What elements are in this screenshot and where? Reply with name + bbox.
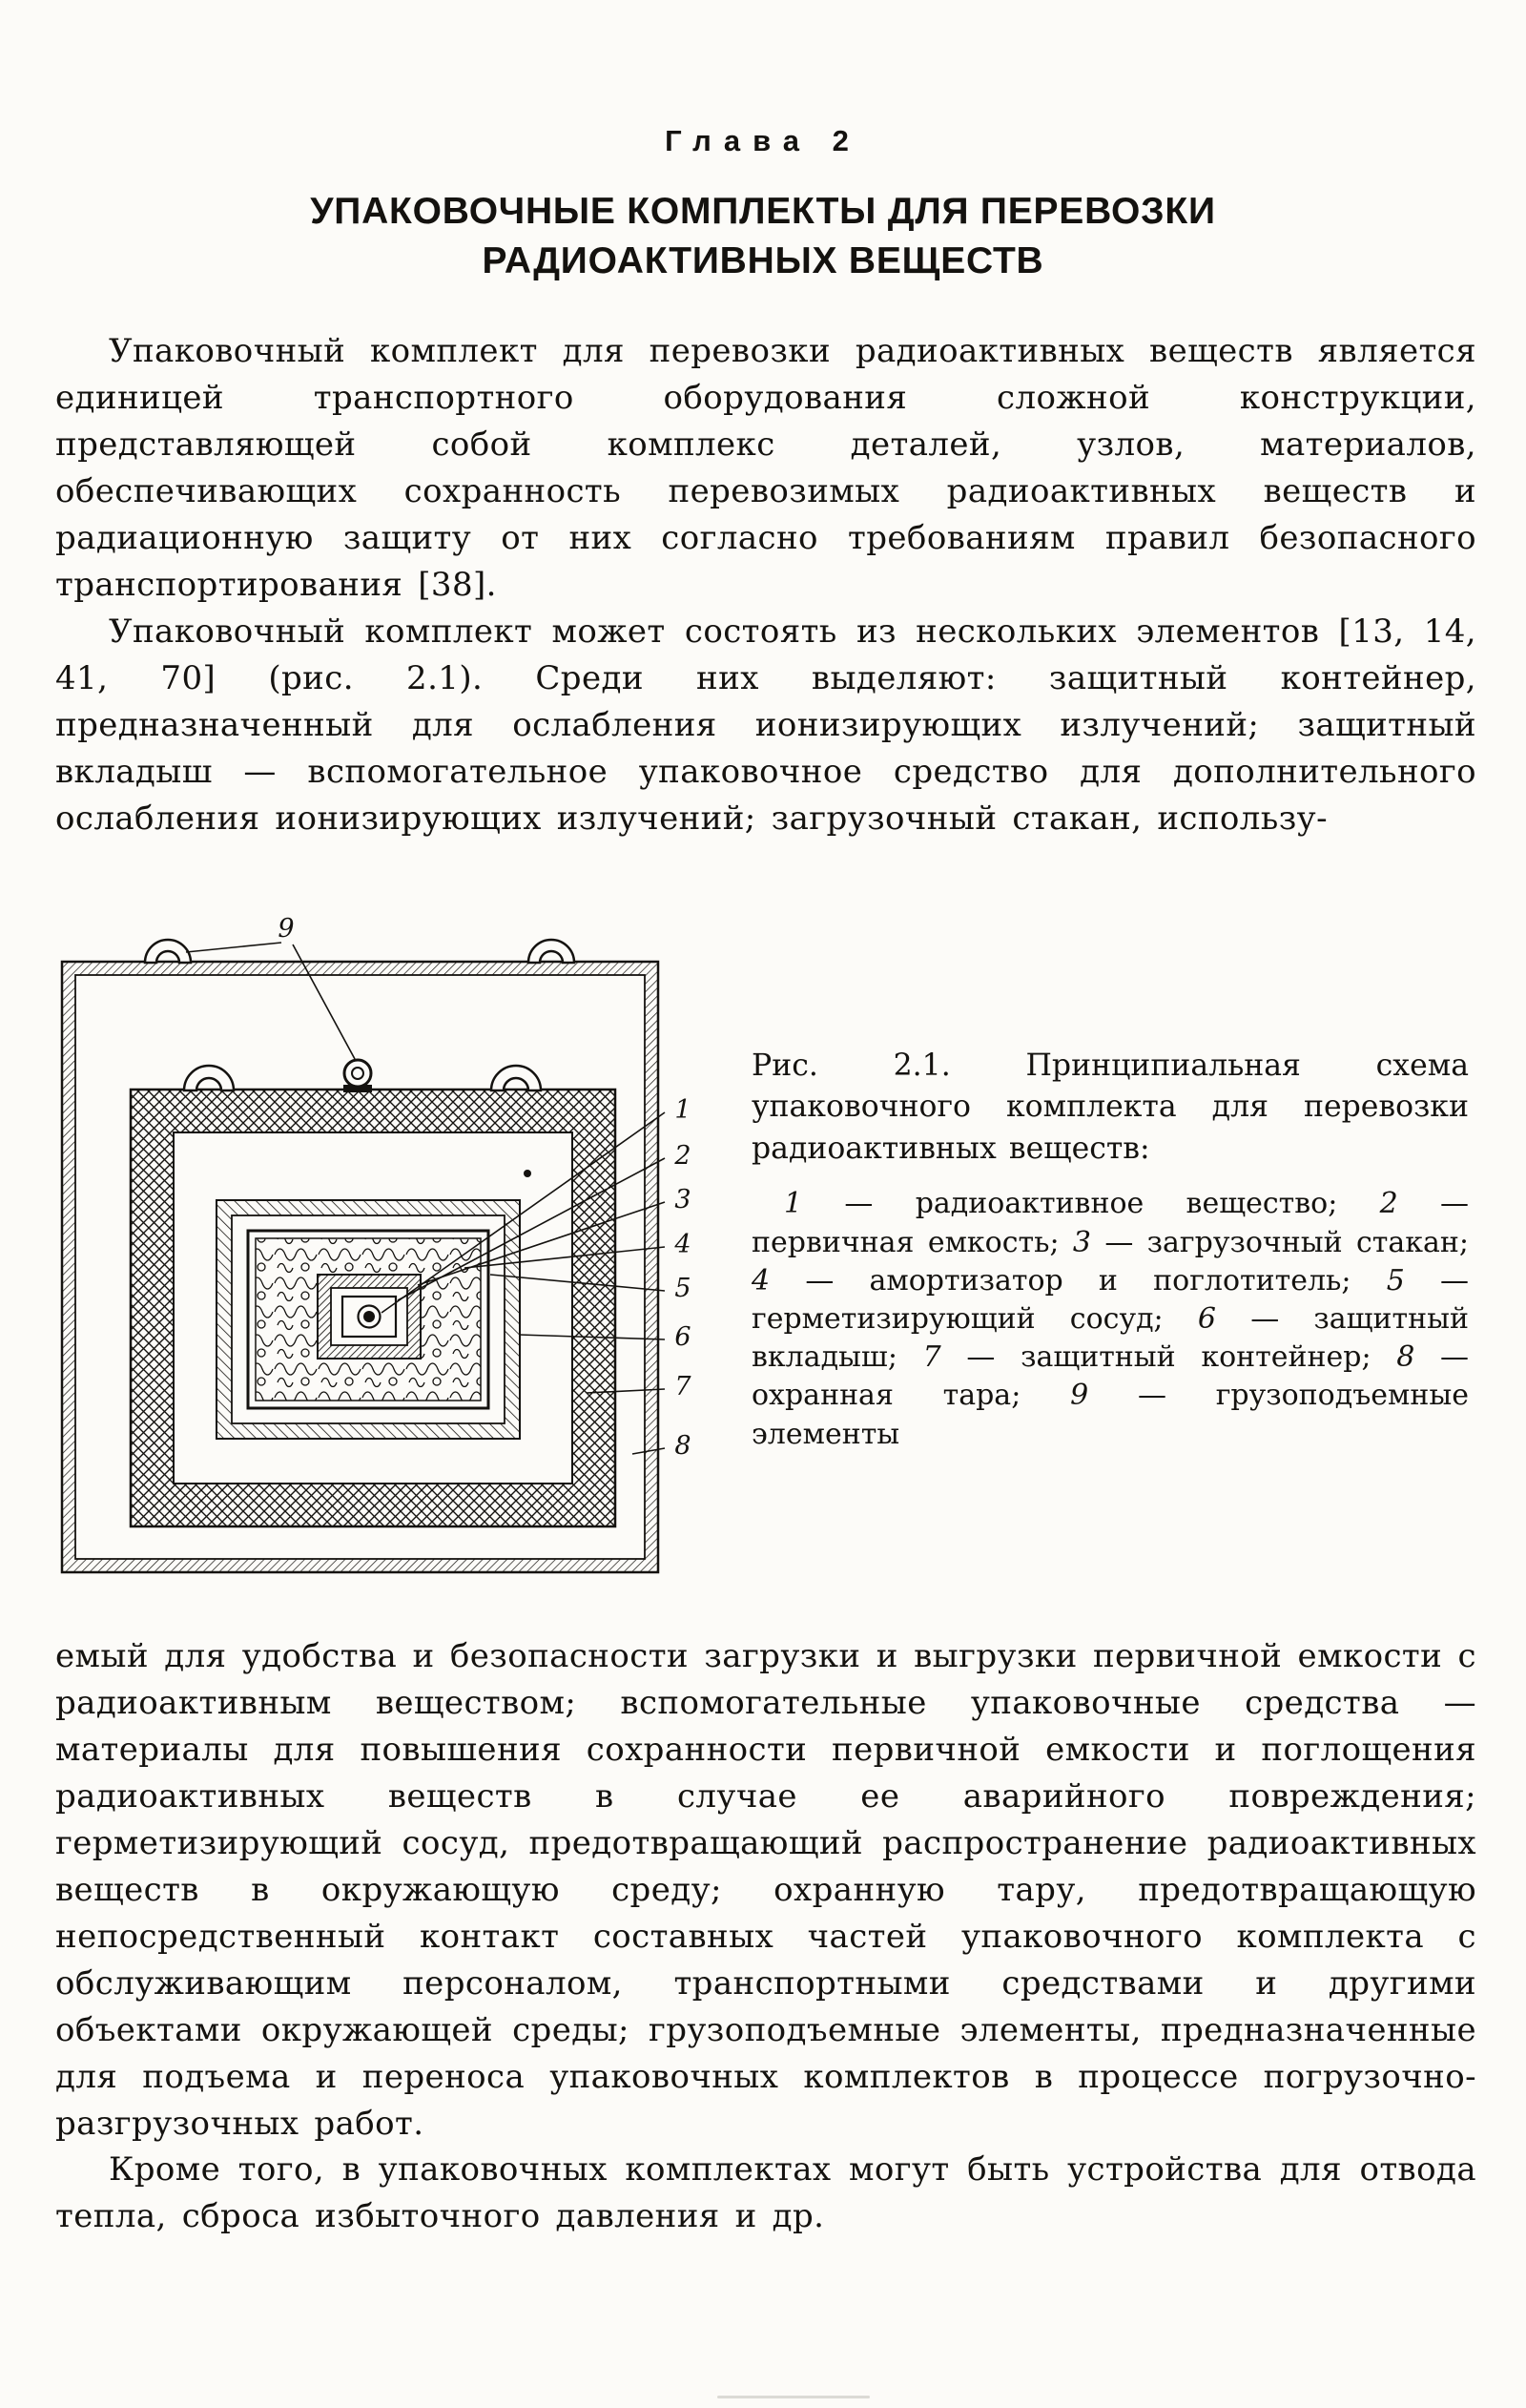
callout-number-1: 1 (674, 1095, 691, 1125)
legend-number: 1 (784, 1187, 803, 1221)
callout-number-5: 5 (674, 1274, 691, 1303)
callout-number-9: 9 (278, 914, 295, 944)
figure-legend (752, 1185, 1469, 1453)
callout-number-6: 6 (674, 1322, 691, 1352)
body-text-top (55, 328, 1476, 841)
figure-caption-block (752, 1046, 1469, 1454)
paragraph-4: Кроме того, в упаковочных комплектах могут быть устройства для отвода тепла, сброса избыточного давления и др. (55, 2150, 1476, 2236)
legend-text: — защитный вкладыш; (752, 1301, 1470, 1375)
legend-text: — амортизатор и поглотитель; (805, 1263, 1351, 1297)
callout-number-3: 3 (674, 1185, 691, 1214)
legend-text: — охранная тара; (752, 1340, 1470, 1413)
page-title (0, 187, 1526, 286)
paragraph-2: Упаковочный комплект может состоять из нескольких элементов [13, 14, 41, 70] (рис. 2.1). Среди них выделяют: защитный контейнер, предназначенный для ослабления ионизирующих излучений; защитный вкладыш — вспомогательное упаковочное средство для дополнительного ослабления ионизирующих излучений; загрузочный стакан, использу- (55, 612, 1476, 838)
outer-lifting-lug-left (145, 940, 191, 963)
legend-number: 8 (1396, 1340, 1415, 1375)
legend-number: 6 (1197, 1301, 1216, 1336)
legend-number: 7 (922, 1340, 941, 1375)
paragraph-3: емый для удобства и безопасности загрузки и выгрузки первичной емкости с радиоактивным веществом; вспомогательные упаковочные средства — материалы для повышения сохранности первичной емкости и поглощения радиоактивных веществ в случае ее аварийного повреждения; герметизирующий сосуд, предотвращающий распространение радиоактивных веществ в окружающую среду; охранную тару, предотвращающую непосредственный контакт составных частей упаковочного комплекта с обслуживающим персоналом, транспортными средствами и другими объектами окружающей среды; грузоподъемные элементы, предназначенные для подъема и переноса упаковочных комплектов в процессе погрузочно-разгрузочных работ. (55, 1637, 1476, 2143)
callout-number-4: 4 (674, 1230, 691, 1259)
legend-number: 5 (1386, 1263, 1405, 1297)
legend-text: — радиоактивное вещество; (844, 1187, 1338, 1221)
lifting-eye (343, 1060, 372, 1092)
legend-item (752, 1264, 1351, 1297)
figure-caption: Рис. 2.1. Принципиальная схема упаковочного комплекта для перевозки радиоактивных веществ: (752, 1048, 1469, 1166)
body-text-bottom (55, 1633, 1476, 2240)
legend-item (1073, 1226, 1469, 1259)
scan-artifact (717, 2396, 870, 2398)
legend-text: — грузоподъемные элементы (752, 1379, 1470, 1451)
callout-number-8: 8 (674, 1431, 691, 1461)
legend-item (784, 1187, 1337, 1220)
legend-text: — герметизирующий сосуд; (752, 1263, 1470, 1336)
radioactive-substance-dot (359, 1306, 381, 1328)
title-line-2: РАДИОАКТИВНЫХ ВЕЩЕСТВ (482, 239, 1044, 281)
callout-number-2: 2 (674, 1141, 691, 1171)
legend-number: 2 (1379, 1187, 1398, 1221)
legend-text: — первичная емкость; (752, 1187, 1470, 1259)
legend-text: — загрузочный стакан; (1104, 1225, 1469, 1259)
legend-number: 4 (752, 1263, 771, 1297)
outer-lifting-lug-right (528, 940, 574, 963)
small-dot-marker (524, 1170, 531, 1177)
title-line-1: УПАКОВОЧНЫЕ КОМПЛЕКТЫ ДЛЯ ПЕРЕВОЗКИ (310, 191, 1216, 232)
legend-number: 9 (1070, 1379, 1089, 1413)
figure-diagram (54, 903, 722, 1599)
legend-number: 3 (1072, 1225, 1091, 1259)
callout-number-7: 7 (674, 1372, 691, 1401)
legend-text: — защитный контейнер; (966, 1340, 1371, 1375)
chapter-heading: Глава 2 (665, 124, 861, 157)
paragraph-1: Упаковочный комплект для перевозки радиоактивных веществ является единицей транспортного оборудования сложной конструкции, представляющей собой комплекс деталей, узлов, материалов, обеспечивающих сохранность перевозимых радиоактивных веществ и радиационную защиту от них согласно требованиям правил безопасного транспортирования [38]. (55, 332, 1476, 604)
legend-item (923, 1340, 1371, 1374)
callout-line (186, 943, 281, 952)
